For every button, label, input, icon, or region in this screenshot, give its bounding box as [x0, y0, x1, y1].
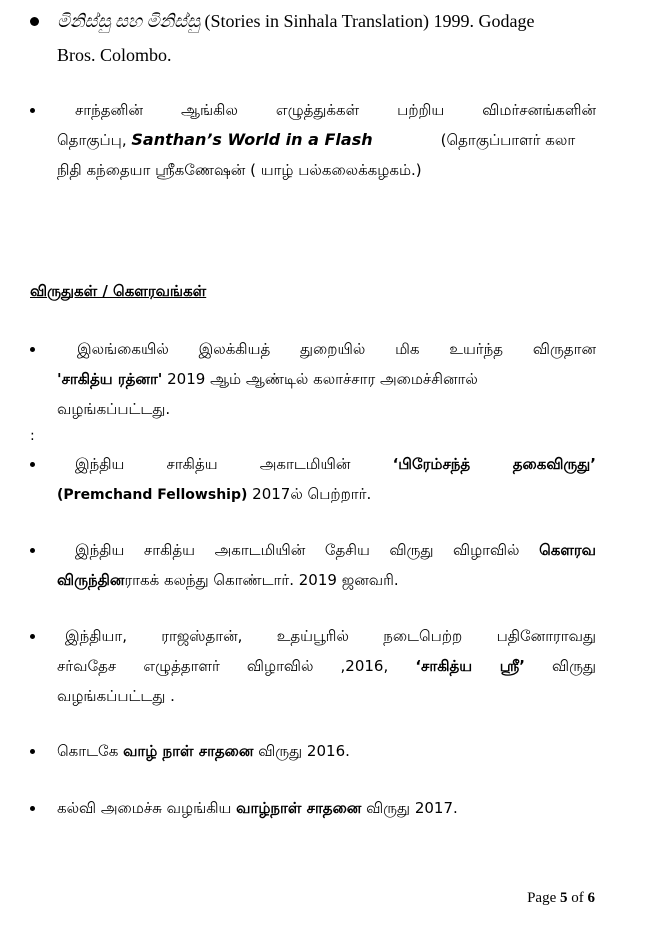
publication-line: தொகுப்பு, [57, 131, 132, 149]
award-line: கல்வி அமைச்சு வழங்கிய [57, 799, 237, 817]
bullet-icon [30, 462, 35, 467]
award-line: வழங்கப்பட்டது. [57, 400, 171, 418]
publication-line: நிதி கந்தையா ஸ்ரீகணேஷன் ( யாழ் பல்கலைக்கழகம்.) [57, 161, 422, 179]
bullet-icon [30, 347, 35, 352]
bullet-icon [30, 806, 35, 811]
publication-text [57, 4, 596, 72]
award-text [57, 334, 596, 424]
award-name: கௌரவ [539, 541, 596, 559]
award-line: இந்திய சாகித்ய அகாடமியின் [75, 455, 393, 473]
award-item-godage-lifetime [30, 736, 596, 766]
of-label: of [567, 890, 588, 906]
award-item-premchand-fellowship [30, 449, 596, 510]
award-text [57, 449, 596, 510]
award-line: விருது [524, 657, 596, 675]
award-text [57, 736, 596, 766]
award-line: இலங்கையில் இலக்கியத் துறையில் மிக உயர்ந்த விருதான [77, 340, 596, 358]
awards-heading: விருதுகள் / கௌரவங்கள் [30, 282, 207, 300]
award-item-sahitya-shri [30, 621, 596, 711]
award-name: 'சாகித்ய ரத்னா' [57, 370, 163, 388]
award-line: 2019 ஆம் ஆண்டில் கலாச்சார அமைச்சினால் [162, 370, 478, 388]
bullet-icon [30, 108, 35, 113]
award-line: இந்திய சாகித்ய அகாடமியின் தேசிய விருது விழாவில் [75, 541, 540, 559]
publication-text [57, 95, 596, 185]
publication-line: (தொகுப்பாளர் கலா [440, 131, 576, 149]
award-line: இந்தியா, ராஜஸ்தான், உதய்பூரில் நடைபெற்ற பதினோராவது [65, 627, 596, 645]
stray-colon: : [30, 428, 35, 444]
award-item-guest-of-honour [30, 535, 596, 595]
award-line: விருது 2017. [361, 799, 458, 817]
publication-publisher: Bros. Colombo. [57, 45, 172, 65]
award-english-name: (Premchand Fellowship) [57, 487, 248, 503]
bullet-icon [30, 634, 35, 639]
publication-item-sinhala-translation [30, 4, 596, 72]
award-line: சர்வதேச எழுத்தாளர் விழாவில் ,2016, [57, 657, 416, 675]
page-number [527, 890, 595, 907]
award-name: ‘சாகித்ய ஸ்ரீ’ [415, 657, 525, 675]
award-name: விருந்தின [57, 571, 125, 589]
award-text [57, 621, 596, 711]
award-name: வாழ் நாள் சாதனை [123, 742, 254, 760]
bullet-icon [30, 17, 39, 26]
total-pages: 6 [587, 890, 595, 906]
award-name: வாழ்நாள் சாதனை [236, 799, 362, 817]
current-page: 5 [560, 890, 568, 906]
award-line: கொடகே [57, 742, 124, 760]
bullet-icon [30, 548, 35, 553]
award-text [57, 535, 596, 595]
publication-item-santhans-world [30, 95, 596, 185]
award-line: விருது 2016. [253, 742, 350, 760]
bullet-icon [30, 749, 35, 754]
book-title: Santhan’s World in a Flash [131, 130, 373, 149]
award-line: ராகக் கலந்து கொண்டார். 2019 ஜனவரி. [124, 571, 399, 589]
sinhala-title: මිනිස්සු සහ මිනිස්සු [57, 11, 200, 31]
award-item-education-ministry-lifetime [30, 793, 596, 823]
award-text [57, 793, 596, 823]
page-label: Page [527, 890, 560, 906]
award-line: வழங்கப்பட்டது . [57, 687, 175, 705]
publication-detail: (Stories in Sinhala Translation) 1999. Godage [200, 11, 535, 31]
publication-line: சாந்தனின் ஆங்கில எழுத்துக்கள் பற்றிய விமர்சனங்களின் [75, 101, 596, 119]
award-name: ‘பிரேம்சந்த் தகைவிருது’ [392, 455, 596, 473]
award-line: 2017ல் பெற்றார். [247, 485, 372, 503]
award-item-sahitya-ratna [30, 334, 596, 424]
